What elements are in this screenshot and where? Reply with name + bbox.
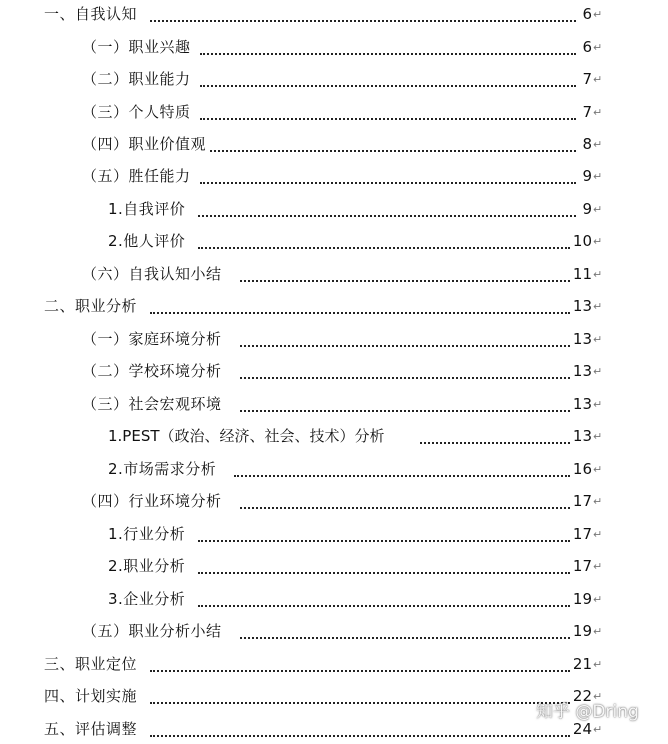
paragraph-mark-icon: ↵ <box>593 138 603 151</box>
paragraph-mark-icon: ↵ <box>593 73 603 86</box>
toc-entry-label: （五）职业分析小结 <box>82 619 226 643</box>
toc-entry-page: 13 <box>570 327 592 351</box>
toc-entry-page: 22 <box>570 684 592 708</box>
toc-entry-page: 8 <box>579 132 592 156</box>
toc-entry[interactable] <box>0 392 668 418</box>
toc-entry-label: （六）自我认知小结 <box>82 262 226 286</box>
toc-entry[interactable] <box>0 522 668 548</box>
paragraph-mark-icon: ↵ <box>593 398 603 411</box>
toc-entry-page: 17 <box>570 489 592 513</box>
toc-leader-dots <box>198 526 570 542</box>
toc-entry-label: 二、职业分析 <box>44 294 141 318</box>
toc-entry[interactable] <box>0 619 668 645</box>
toc-entry-label: 3.企业分析 <box>108 587 189 611</box>
paragraph-mark-icon: ↵ <box>593 463 603 476</box>
toc-leader-dots <box>200 71 576 87</box>
paragraph-mark-icon: ↵ <box>593 723 603 736</box>
toc-entry-page: 17 <box>570 522 592 546</box>
toc-entry[interactable] <box>0 197 668 223</box>
toc-entry-label: （二）职业能力 <box>82 67 195 91</box>
toc-entry-page: 19 <box>570 587 592 611</box>
toc-leader-dots <box>198 233 570 249</box>
toc-entry-label: （三）社会宏观环境 <box>82 392 226 416</box>
paragraph-mark-icon: ↵ <box>593 333 603 346</box>
toc-entry[interactable] <box>0 132 668 158</box>
paragraph-mark-icon: ↵ <box>593 593 603 606</box>
toc-entry-page: 13 <box>570 424 592 448</box>
toc-entry-page: 9 <box>579 197 592 221</box>
toc-entry[interactable] <box>0 35 668 61</box>
toc-entry-page: 7 <box>579 100 592 124</box>
toc-leader-dots <box>240 623 570 639</box>
toc-leader-dots <box>150 6 576 22</box>
toc-entry-page: 7 <box>579 67 592 91</box>
toc-leader-dots <box>150 721 570 737</box>
paragraph-mark-icon: ↵ <box>593 528 603 541</box>
paragraph-mark-icon: ↵ <box>593 106 603 119</box>
toc-entry-label: 三、职业定位 <box>44 652 141 676</box>
toc-entry[interactable] <box>0 359 668 385</box>
toc-entry-label: （一）职业兴趣 <box>82 35 195 59</box>
toc-entry-page: 9 <box>579 164 592 188</box>
toc-entry-label: 1.行业分析 <box>108 522 189 546</box>
paragraph-mark-icon: ↵ <box>593 430 603 443</box>
paragraph-mark-icon: ↵ <box>593 203 603 216</box>
toc-entry-label: （二）学校环境分析 <box>82 359 226 383</box>
toc-leader-dots <box>240 493 570 509</box>
toc-entry[interactable] <box>0 587 668 613</box>
toc-entry-page: 16 <box>570 457 592 481</box>
toc-entry[interactable] <box>0 229 668 255</box>
toc-leader-dots <box>198 591 570 607</box>
toc-entry[interactable] <box>0 294 668 320</box>
toc-entry-page: 6 <box>579 2 592 26</box>
paragraph-mark-icon: ↵ <box>593 41 603 54</box>
paragraph-mark-icon: ↵ <box>593 170 603 183</box>
toc-entry[interactable] <box>0 100 668 126</box>
toc-leader-dots <box>198 558 570 574</box>
toc-entry-page: 13 <box>570 294 592 318</box>
paragraph-mark-icon: ↵ <box>593 560 603 573</box>
paragraph-mark-icon: ↵ <box>593 495 603 508</box>
toc-leader-dots <box>420 428 570 444</box>
toc-entry[interactable] <box>0 2 668 28</box>
toc-entry-label: 一、自我认知 <box>44 2 141 26</box>
toc-entry-label: （四）行业环境分析 <box>82 489 226 513</box>
toc-entry-page: 11 <box>570 262 592 286</box>
toc-entry-label: 1.自我评价 <box>108 197 189 221</box>
toc-entry-page: 10 <box>570 229 592 253</box>
toc-entry[interactable] <box>0 164 668 190</box>
toc-entry-label: （五）胜任能力 <box>82 164 195 188</box>
toc-entry-label: 1.PEST（政治、经济、社会、技术）分析 <box>108 424 389 448</box>
toc-leader-dots <box>200 39 576 55</box>
paragraph-mark-icon: ↵ <box>593 8 603 21</box>
toc-entry[interactable] <box>0 554 668 580</box>
toc-entry-page: 6 <box>579 35 592 59</box>
toc-leader-dots <box>240 266 570 282</box>
toc-entry-label: 2.职业分析 <box>108 554 189 578</box>
paragraph-mark-icon: ↵ <box>593 690 603 703</box>
paragraph-mark-icon: ↵ <box>593 658 603 671</box>
toc-leader-dots <box>240 363 570 379</box>
toc-leader-dots <box>210 136 576 152</box>
toc-entry[interactable] <box>0 262 668 288</box>
paragraph-mark-icon: ↵ <box>593 235 603 248</box>
toc-entry[interactable] <box>0 457 668 483</box>
toc-entry-label: （四）职业价值观 <box>82 132 210 156</box>
toc-entry-label: 五、评估调整 <box>44 717 141 741</box>
toc-entry-label: （三）个人特质 <box>82 100 195 124</box>
toc-leader-dots <box>150 656 570 672</box>
toc-leader-dots <box>200 104 576 120</box>
paragraph-mark-icon: ↵ <box>593 625 603 638</box>
toc-leader-dots <box>198 201 576 217</box>
paragraph-mark-icon: ↵ <box>593 365 603 378</box>
toc-leader-dots <box>150 688 570 704</box>
paragraph-mark-icon: ↵ <box>593 268 603 281</box>
toc-entry[interactable] <box>0 67 668 93</box>
zhihu-watermark: 知乎 @Dring <box>536 702 639 722</box>
toc-entry-label: 2.他人评价 <box>108 229 189 253</box>
toc-entry[interactable] <box>0 327 668 353</box>
toc-entry[interactable] <box>0 424 668 450</box>
toc-entry[interactable] <box>0 652 668 678</box>
toc-leader-dots <box>240 396 570 412</box>
toc-leader-dots <box>234 461 570 477</box>
toc-leader-dots <box>200 168 576 184</box>
toc-entry-label: 四、计划实施 <box>44 684 141 708</box>
toc-leader-dots <box>240 331 570 347</box>
toc-entry[interactable] <box>0 489 668 515</box>
toc-entry-page: 13 <box>570 359 592 383</box>
toc-entry-label: （一）家庭环境分析 <box>82 327 226 351</box>
toc-entry-label: 2.市场需求分析 <box>108 457 220 481</box>
toc-entry-page: 13 <box>570 392 592 416</box>
toc-entry-page: 21 <box>570 652 592 676</box>
toc-entry-page: 17 <box>570 554 592 578</box>
paragraph-mark-icon: ↵ <box>593 300 603 313</box>
toc-leader-dots <box>150 298 570 314</box>
toc-entry-page: 19 <box>570 619 592 643</box>
toc-entry-page: 24 <box>570 717 592 741</box>
